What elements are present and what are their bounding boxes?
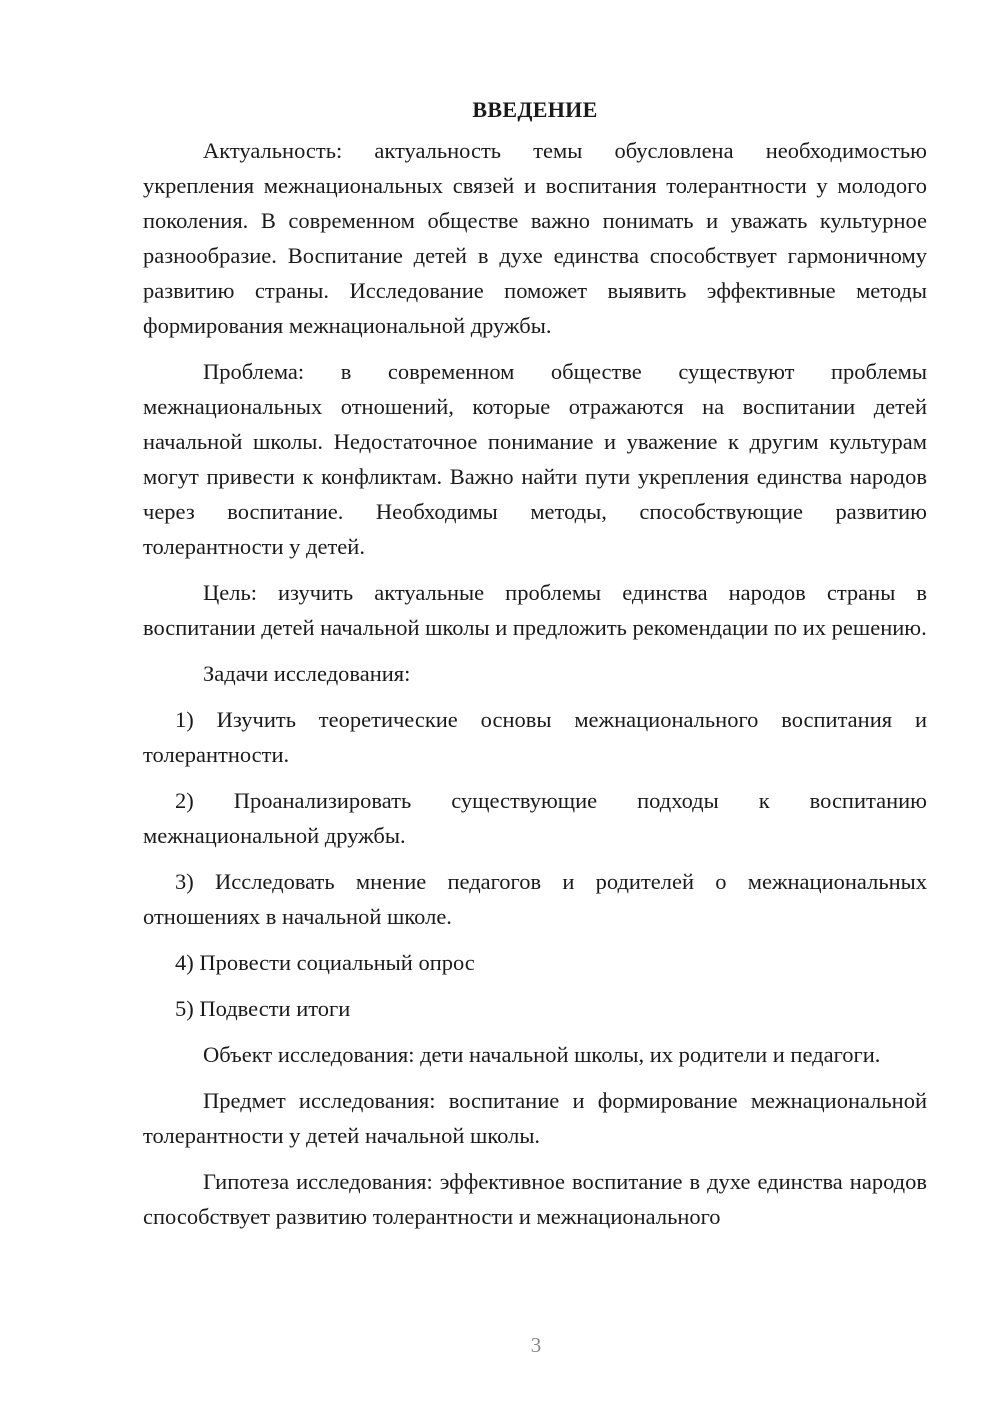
hypothesis-paragraph: Гипотеза исследования: эффективное воспитание в духе единства народов способствует развитию толерантности и межнационального (143, 1169, 927, 1229)
page-title: ВВЕДЕНИЕ (472, 97, 598, 122)
tasks-heading: Задачи исследования: (203, 661, 411, 686)
task-item: 3) Исследовать мнение педагогов и родителей о межнациональных отношениях в начальной школе. (143, 869, 927, 929)
task-item: 4) Провести социальный опрос (175, 950, 475, 975)
task-item: 2) Проанализировать существующие подходы к воспитанию межнациональной дружбы. (143, 788, 927, 848)
page-number: 3 (530, 1333, 542, 1357)
page-content (143, 92, 927, 1245)
relevance-paragraph: Актуальность: актуальность темы обусловлена необходимостью укрепления межнациональных связей и воспитания толерантности у молодого поколения. В современном обществе важно понимать и уважать культурное разнообразие. Воспитание детей в духе единства способствует гармоничному развитию страны. Исследование поможет выявить эффективные методы формирования межнациональной дружбы. (143, 138, 927, 338)
subject-paragraph: Предмет исследования: воспитание и формирование межнациональной толерантности у детей начальной школы. (143, 1088, 927, 1148)
problem-paragraph: Проблема: в современном обществе существуют проблемы межнациональных отношений, которые отражаются на воспитании детей начальной школы. Недостаточное понимание и уважение к другим культурам могут привести к конфликтам. Важно найти пути укрепления единства народов через воспитание. Необходимы методы, способствующие развитию толерантности у детей. (143, 359, 927, 559)
goal-paragraph: Цель: изучить актуальные проблемы единства народов страны в воспитании детей начальной школы и предложить рекомендации по их решению. (143, 580, 927, 640)
task-item: 1) Изучить теоретические основы межнационального воспитания и толерантности. (143, 707, 927, 767)
task-item: 5) Подвести итоги (175, 996, 351, 1021)
object-paragraph: Объект исследования: дети начальной школы, их родители и педагоги. (203, 1042, 881, 1067)
